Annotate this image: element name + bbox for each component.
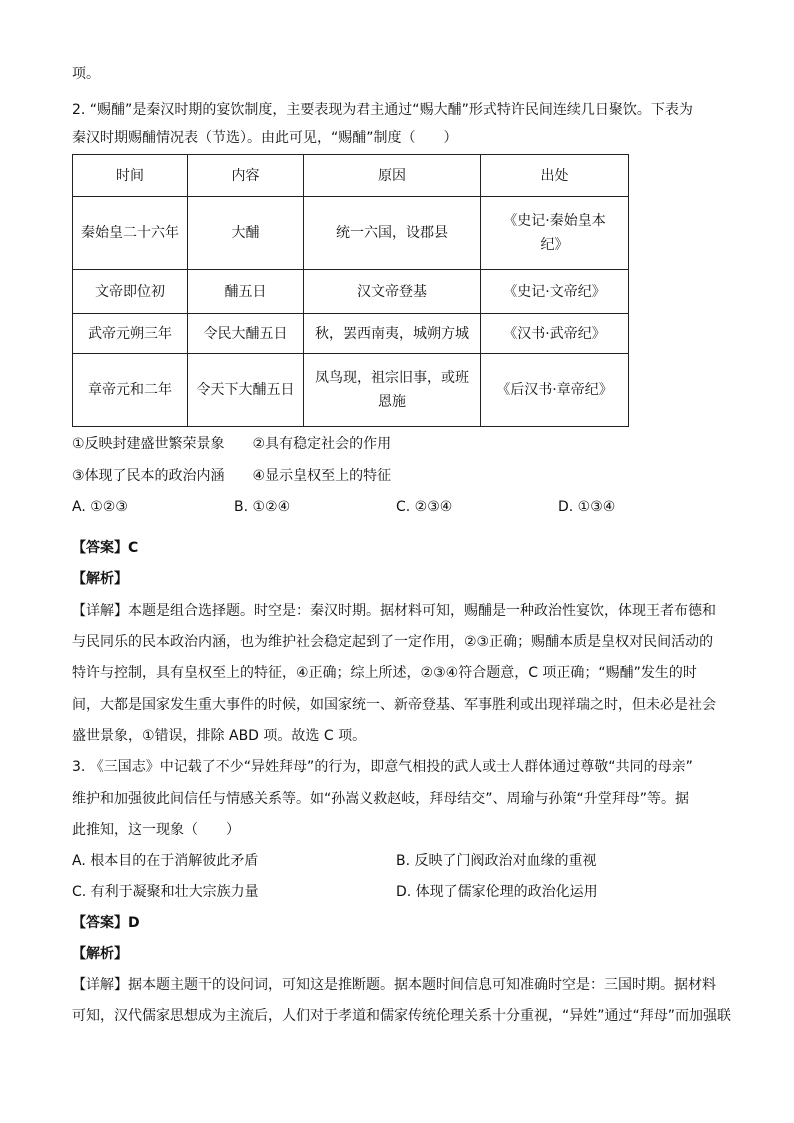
table-cell-line: 恩施 <box>378 394 406 410</box>
table-row <box>73 197 629 270</box>
q2-option-a: A. ①②③ <box>72 499 128 515</box>
q2-option-c: C. ②③④ <box>396 499 453 515</box>
q2-statements-line2: ③体现了民本的政治内涵 ④显示皇权至上的特征 <box>72 468 392 484</box>
q2-answer: 【答案】C <box>72 540 139 556</box>
table-header-cell: 时间 <box>73 155 188 197</box>
table-header-cell: 内容 <box>188 155 304 197</box>
table-cell: 令民大酺五日 <box>188 314 304 354</box>
q2-table <box>72 154 629 427</box>
table-cell <box>304 354 481 427</box>
table-cell-line: 凤鸟现，祖宗旧事，或班 <box>315 370 469 386</box>
table-cell: 《史记·文帝纪》 <box>481 270 629 314</box>
q2-statements-line1: ①反映封建盛世繁荣景象 ②具有稳定社会的作用 <box>72 436 392 452</box>
q3-analysis-label: 【解析】 <box>72 946 128 962</box>
table-cell: 汉文帝登基 <box>304 270 481 314</box>
table-row <box>73 270 629 314</box>
table-cell: 章帝元和二年 <box>73 354 188 427</box>
q3-detail-line: 【详解】据本题主题干的设问词，可知这是推断题。据本题时间信息可知准确时空是：三国时期。据材料 <box>72 977 716 993</box>
table-cell: 统一六国，设郡县 <box>304 197 481 270</box>
q3-option-d: D. 体现了儒家伦理的政治化运用 <box>396 884 598 900</box>
q2-option-d: D. ①③④ <box>558 499 616 515</box>
q3-option-b: B. 反映了门阀政治对血缘的重视 <box>396 853 597 869</box>
table-cell: 武帝元朔三年 <box>73 314 188 354</box>
table-cell: 《汉书·武帝纪》 <box>481 314 629 354</box>
table-cell: 令天下大酺五日 <box>188 354 304 427</box>
top-fragment: 项。 <box>72 66 100 82</box>
table-cell: 酺五日 <box>188 270 304 314</box>
q2-analysis-label: 【解析】 <box>72 571 128 587</box>
table-cell: 《后汉书·章帝纪》 <box>481 354 629 427</box>
q2-detail-line: 【详解】本题是组合选择题。时空是：秦汉时期。据材料可知，赐酺是一种政治性宴饮，体现王者布德和 <box>72 603 716 619</box>
q3-stem-line: 3. 《三国志》中记载了不少“异姓拜母”的行为，即意气相投的武人或士人群体通过尊敬“共同的母亲” <box>72 759 693 775</box>
q3-option-a: A. 根本目的在于消解彼此矛盾 <box>72 853 259 869</box>
table-row <box>73 314 629 354</box>
q2-detail-line: 盛世景象，①错误，排除 ABD 项。故选 C 项。 <box>72 728 367 744</box>
q2-option-b: B. ①②④ <box>234 499 291 515</box>
q3-option-c: C. 有利于凝聚和壮大宗族力量 <box>72 884 259 900</box>
table-cell: 秋，罢西南夷，城朔方城 <box>304 314 481 354</box>
q2-stem-line2: 秦汉时期赐酺情况表（节选）。由此可见，“赐酺”制度（ ） <box>72 130 458 146</box>
table-header-row <box>73 155 629 197</box>
table-cell: 文帝即位初 <box>73 270 188 314</box>
q3-stem-line: 此推知，这一现象（ ） <box>72 822 240 838</box>
table-header-cell: 原因 <box>304 155 481 197</box>
table-cell: 秦始皇二十六年 <box>73 197 188 270</box>
q2-detail-line: 特许与控制，具有皇权至上的特征，④正确；综上所述，②③④符合题意，C 项正确；“赐酺”发生的时 <box>72 665 697 681</box>
q3-answer: 【答案】D <box>72 915 140 931</box>
table-header-cell: 出处 <box>481 155 629 197</box>
q3-stem-line: 维护和加强彼此间信任与情感关系等。如“孙嵩义救赵岐，拜母结交”、周瑜与孙策“升堂拜母”等。据 <box>72 791 690 807</box>
q3-detail-line: 可知，汉代儒家思想成为主流后，人们对于孝道和儒家传统伦理关系十分重视，“异姓”通过“拜母”而加强联 <box>72 1008 732 1024</box>
q2-detail-line: 与民同乐的民本政治内涵，也为维护社会稳定起到了一定作用，②③正确；赐酺本质是皇权对民间活动的 <box>72 634 714 650</box>
table-cell <box>481 197 629 270</box>
table-cell-line: 《史记·秦始皇本 <box>503 213 606 229</box>
table-row <box>73 354 629 427</box>
table-cell-line: 纪》 <box>540 237 569 253</box>
q2-detail-line: 间，大都是国家发生重大事件的时候，如国家统一、新帝登基、军事胜利或出现祥瑞之时，但未必是社会 <box>72 697 716 713</box>
table-cell: 大酺 <box>188 197 304 270</box>
q2-stem-line1: 2. “赐酺”是秦汉时期的宴饮制度，主要表现为君主通过“赐大酺”形式特许民间连续几日聚饮。下表为 <box>72 102 693 118</box>
